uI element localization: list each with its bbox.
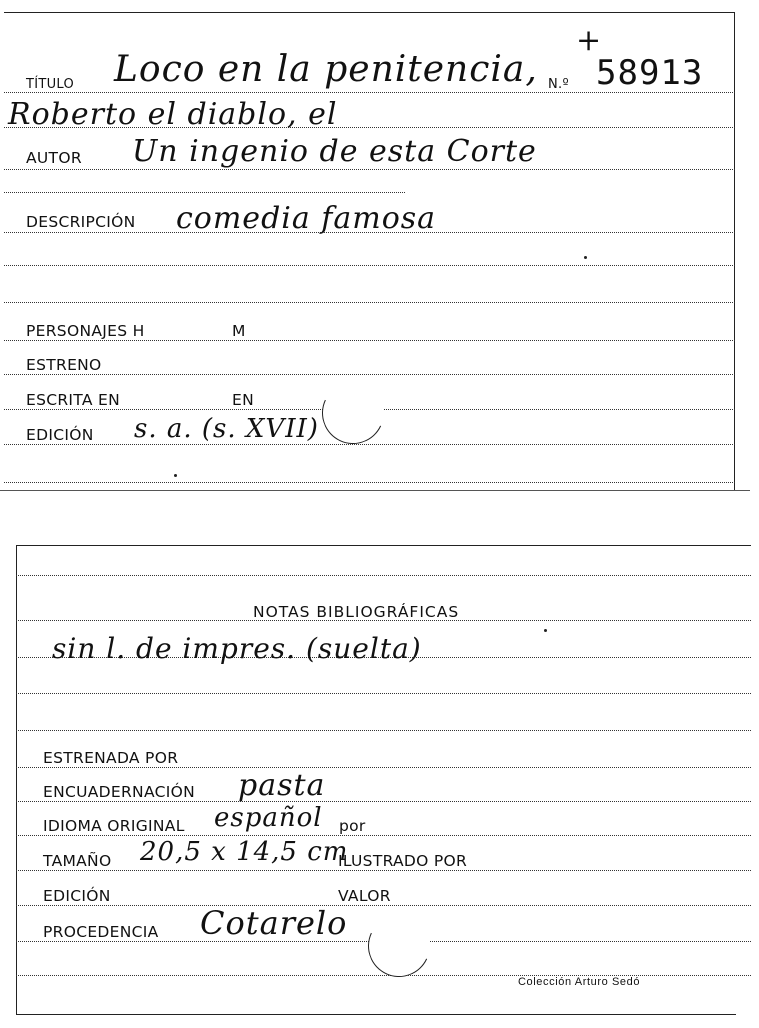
blank-line bbox=[4, 302, 735, 303]
ilustrado-label: ILUSTRADO POR bbox=[338, 852, 468, 870]
speck bbox=[544, 629, 547, 632]
titulo-continuation: Roberto el diablo, el bbox=[8, 97, 338, 132]
titulo-label: TÍTULO bbox=[26, 77, 75, 92]
procedencia-value: Cotarelo bbox=[200, 904, 348, 942]
catalog-card-front bbox=[4, 12, 735, 490]
estrenada-line bbox=[16, 767, 751, 768]
numero-value: 58913 bbox=[596, 53, 704, 93]
por-label: por bbox=[339, 817, 366, 835]
en-label: EN bbox=[232, 391, 254, 409]
tamano-value: 20,5 x 14,5 cm bbox=[140, 837, 349, 867]
descripcion-value: comedia famosa bbox=[176, 201, 437, 236]
estrenada-label: ESTRENADA POR bbox=[43, 749, 179, 767]
edicion-value: s. a. (s. XVII) bbox=[134, 414, 319, 444]
personajes-line bbox=[4, 340, 735, 341]
personajes-h-label: PERSONAJES H bbox=[26, 322, 145, 340]
autor-label: AUTOR bbox=[26, 149, 82, 167]
punch-hole bbox=[313, 373, 392, 452]
catalog-card-back bbox=[16, 545, 751, 1015]
notas-title: NOTAS BIBLIOGRÁFICAS bbox=[253, 603, 460, 621]
autor-line bbox=[4, 169, 735, 170]
blank-line bbox=[16, 693, 751, 694]
idioma-line bbox=[16, 835, 751, 836]
speck bbox=[174, 474, 177, 477]
numero-label: N.º bbox=[548, 77, 569, 92]
procedencia-label: PROCEDENCIA bbox=[43, 923, 159, 941]
encuadernacion-value: pasta bbox=[238, 768, 326, 803]
edicion-line bbox=[4, 444, 735, 445]
card-right-border bbox=[734, 12, 735, 490]
titulo-value: Loco en la penitencia, bbox=[114, 49, 538, 90]
blank-line bbox=[16, 975, 751, 976]
card-top-border bbox=[16, 545, 751, 546]
blank-line bbox=[4, 192, 405, 193]
tamano-line bbox=[16, 870, 751, 871]
edicion-label: EDICIÓN bbox=[26, 426, 94, 444]
page-divider bbox=[0, 490, 750, 491]
edicion-line bbox=[16, 905, 751, 906]
escrita-en-label: ESCRITA EN bbox=[26, 391, 120, 409]
idioma-value: español bbox=[214, 803, 323, 833]
punch-hole bbox=[359, 906, 438, 985]
estreno-label: ESTRENO bbox=[26, 356, 102, 374]
collection-stamp: Colección Arturo Sedó bbox=[518, 976, 641, 988]
tamano-label: TAMAÑO bbox=[43, 852, 112, 870]
blank-line bbox=[4, 482, 735, 483]
estreno-line bbox=[4, 374, 735, 375]
card-left-border bbox=[16, 545, 17, 1015]
card-bottom-border bbox=[16, 1014, 736, 1015]
cross-mark: + bbox=[576, 23, 603, 58]
encuadernacion-label: ENCUADERNACIÓN bbox=[43, 783, 195, 801]
speck bbox=[584, 256, 587, 259]
encuadernacion-line bbox=[16, 801, 751, 802]
blank-line bbox=[16, 575, 751, 576]
blank-line bbox=[4, 265, 735, 266]
blank-line bbox=[16, 730, 751, 731]
idioma-label: IDIOMA ORIGINAL bbox=[43, 817, 185, 835]
edicion-label: EDICIÓN bbox=[43, 887, 111, 905]
card-top-border bbox=[4, 12, 735, 13]
valor-label: VALOR bbox=[338, 887, 391, 905]
descripcion-label: DESCRIPCIÓN bbox=[26, 213, 136, 231]
autor-value: Un ingenio de esta Corte bbox=[132, 134, 537, 169]
notas-value: sin l. de impres. (suelta) bbox=[52, 632, 422, 665]
personajes-m-label: M bbox=[232, 322, 246, 340]
